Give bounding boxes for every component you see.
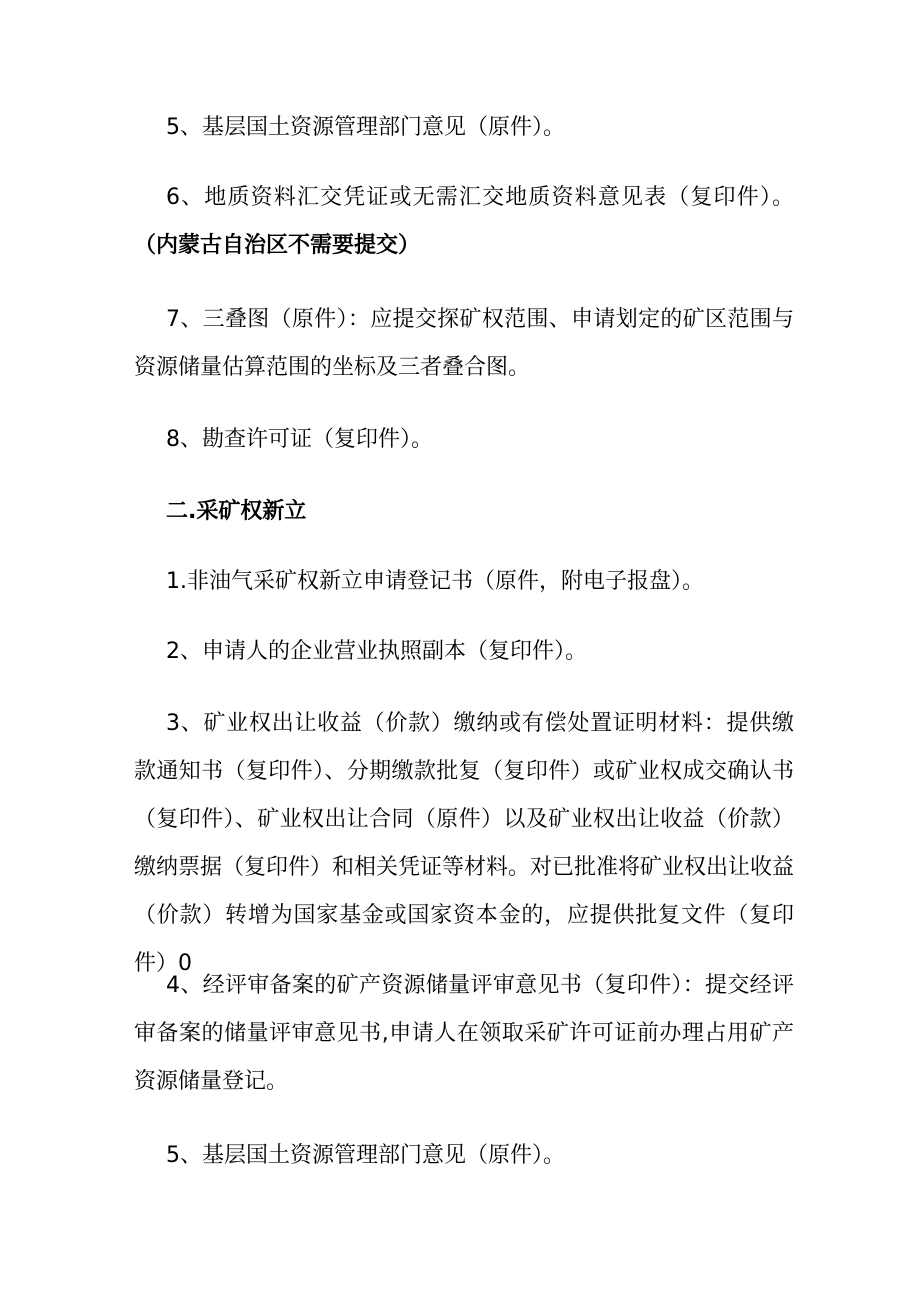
paragraph-item-5-local-opinion-repeat [134, 1132, 794, 1180]
paragraph-text: 3、矿业权出让收益（价款）缴纳或有偿处置证明材料：提供缴款通知书（复印件）、分期缴款批复（复印件）或矿业权成交确认书（复印件）、矿业权出让合同（原件）以及矿业权出让收益（价款）缴纳票据（复印件）和相关凭证等材料。对已批准将矿业权出让收益（价款）转增为国家基金或国家资本金的，应提供批复文件（复印件）0 [134, 711, 795, 976]
paragraph-text: 5、基层国土资源管理部门意见（原件）。 [166, 1143, 565, 1168]
inner-mongolia-note: （内蒙古自治区不需要提交） [134, 233, 421, 258]
section-heading [134, 488, 794, 536]
paragraph-item-4-reserve-review [134, 962, 794, 1106]
paragraph-item-2-business-license [134, 628, 794, 676]
paragraph-text: 4、经评审备案的矿产资源储量评审意见书（复印件）：提交经评审备案的储量评审意见书,申请人在领取采矿许可证前办理占用矿产资源储量登记。 [134, 973, 794, 1094]
paragraph-text: 1.非油气采矿权新立申请登记书（原件，附电子报盘）。 [166, 569, 704, 594]
paragraph-text: 7、三叠图（原件）：应提交探矿权范围、申请划定的矿区范围与资源储量估算范围的坐标及三者叠合图。 [134, 307, 794, 380]
paragraph-text: 5、基层国土资源管理部门意见（原件）。 [166, 115, 565, 140]
paragraph-item-8-exploration-license [134, 416, 794, 464]
paragraph-text: 6、地质资料汇交凭证或无需汇交地质资料意见表（复印件）。 [166, 185, 794, 210]
paragraph-text: 2、申请人的企业营业执照副本（复印件）。 [166, 639, 587, 664]
paragraph-item-3-payment-proof [134, 700, 794, 988]
paragraph-item-6-geological-data [134, 174, 794, 270]
paragraph-item-5-local-opinion [134, 104, 794, 152]
section-heading-text: 二.采矿权新立 [166, 499, 307, 524]
paragraph-item-1-application [134, 558, 794, 606]
paragraph-text: 8、勘查许可证（复印件）。 [166, 427, 433, 452]
paragraph-item-7-overlay-map [134, 296, 794, 392]
